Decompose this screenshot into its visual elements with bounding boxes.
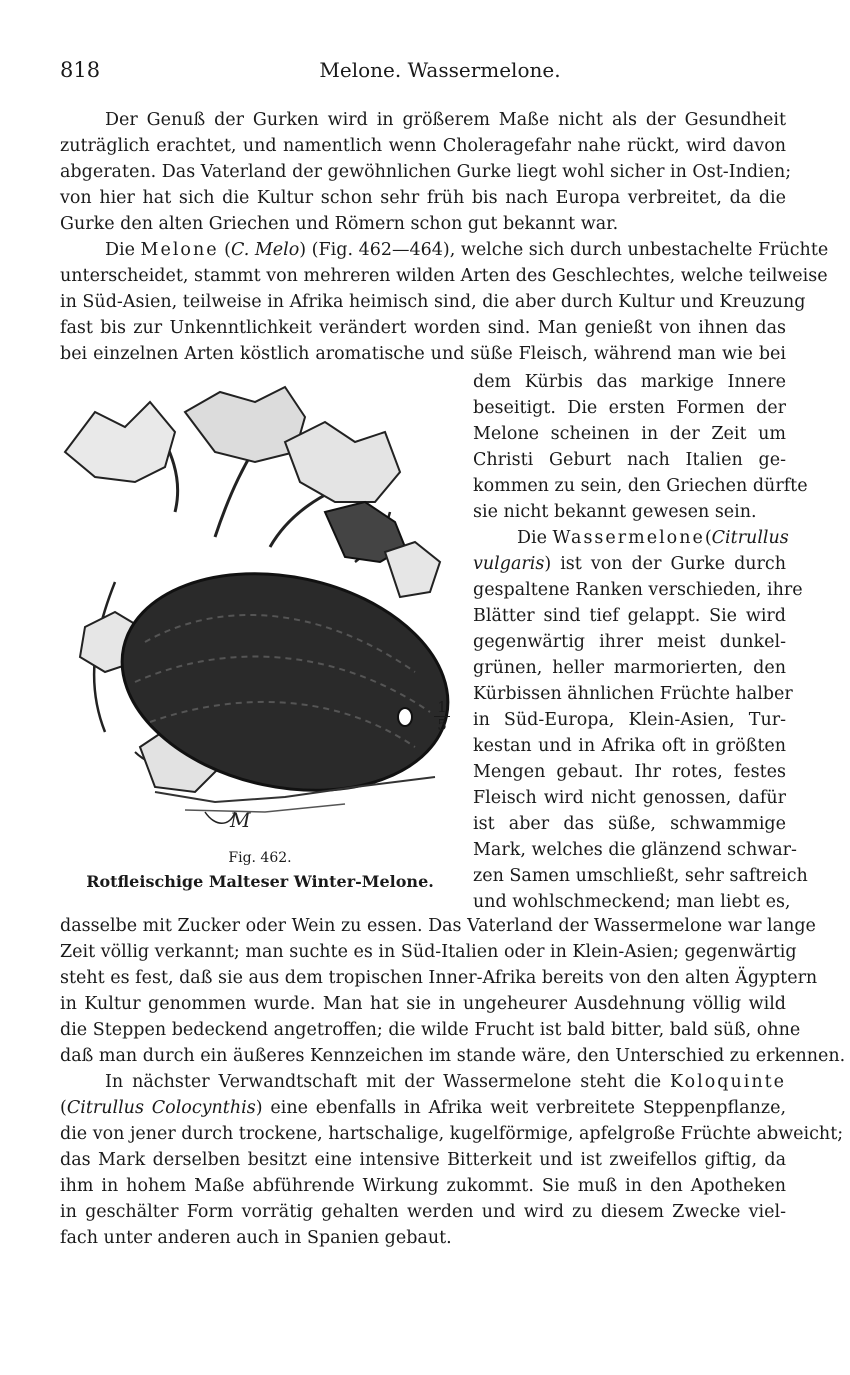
latin-name: C. Melo <box>230 240 300 260</box>
text-line: Melone scheinen in der Zeit um <box>473 424 786 444</box>
text-line: in Kultur genommen wurde. Man hat sie in ungeheurer Ausdehnung völlig wild <box>60 994 786 1014</box>
text-line: vulgaris) ist von der Gurke durch <box>473 554 786 574</box>
text-line: ihm in hohem Maße abführende Wirkung zukommt. Sie muß in den Apotheken <box>60 1176 786 1196</box>
text-line: gespaltene Ranken verschieden, ihre <box>473 580 803 600</box>
text-line: abgeraten. Das Vaterland der gewöhnlichen Gurke liegt wohl sicher in Ost-Indien; <box>60 162 792 182</box>
text-line: Die Melone (C. Melo) (Fig. 462—464), welche sich durch unbestachelte Früchte <box>105 240 829 260</box>
text-line: gegenwärtig ihrer meist dunkel- <box>473 632 786 652</box>
term-melone: Melone <box>140 240 219 260</box>
scale-fraction <box>434 700 450 733</box>
text-line: Zeit völlig verkannt; man suchte es in Süd-Italien oder in Klein-Asien; gegenwärtig <box>60 942 797 962</box>
text-line: in Süd-Europa, Klein-Asien, Tur- <box>473 710 786 730</box>
text-line: beseitigt. Die ersten Formen der <box>473 398 786 418</box>
text-line: grünen, heller marmorierten, den <box>473 658 786 678</box>
text-line: Mark, welches die glänzend schwar- <box>473 840 797 860</box>
latin-name: Citrullus Colocynthis <box>66 1098 256 1118</box>
latin-name: vulgaris <box>473 554 545 574</box>
text-line: fach unter anderen auch in Spanien gebaut. <box>60 1228 452 1248</box>
text-line: (Citrullus Colocynthis) eine ebenfalls in Afrika weit verbreitete Steppenpflanze, <box>60 1098 787 1118</box>
text-line: von hier hat sich die Kultur schon sehr früh bis nach Europa verbreitet, da die <box>60 188 786 208</box>
text-line: ist aber das süße, schwammige <box>473 814 786 834</box>
text-line: zen Samen umschließt, sehr saftreich <box>473 866 808 886</box>
melon-illustration <box>55 372 460 842</box>
text-line: in geschälter Form vorrätig gehalten werden und wird zu diesem Zwecke viel- <box>60 1202 786 1222</box>
text-line: bei einzelnen Arten köstlich aromatische und süße Fleisch, während man wie bei <box>60 344 786 364</box>
text-line: die Steppen bedeckend angetroffen; die wilde Frucht ist bald bitter, bald süß, ohne <box>60 1020 801 1040</box>
text-line: und wohlschmeckend; man liebt es, <box>473 892 791 912</box>
text-line: daß man durch ein äußeres Kennzeichen im stande wäre, den Unterschied zu erkennen. <box>60 1046 846 1066</box>
scale-denominator: 5 <box>437 716 447 734</box>
text-line: fast bis zur Unkenntlichkeit verändert worden sind. Man genießt von ihnen das <box>60 318 786 338</box>
page-number: 818 <box>60 58 101 82</box>
text-line: das Mark derselben besitzt eine intensive Bitterkeit und ist zweifellos giftig, da <box>60 1150 786 1170</box>
text-line: dasselbe mit Zucker oder Wein zu essen. Das Vaterland der Wassermelone war lange <box>60 916 816 936</box>
text-line: die von jener durch trockene, hartschalige, kugelförmige, apfelgroße Früchte abweicht; <box>60 1124 844 1144</box>
scale-numerator: 1 <box>437 698 447 716</box>
term-koloquinte: Koloquinte <box>669 1072 786 1092</box>
text-line: Christi Geburt nach Italien ge- <box>473 450 786 470</box>
running-head: Melone. Wassermelone. <box>319 58 561 82</box>
text-line: In nächster Verwandtschaft mit der Wassermelone steht die Koloquinte <box>105 1072 786 1092</box>
artist-signature: M <box>230 808 251 832</box>
text-line: kommen zu sein, den Griechen dürfte <box>473 476 808 496</box>
text-line: Blätter sind tief gelappt. Sie wird <box>473 606 786 626</box>
text-line: steht es fest, daß sie aus dem tropischen Inner-Afrika bereits von den alten Ägyptern <box>60 968 818 988</box>
text-line: kestan und in Afrika oft in größten <box>473 736 786 756</box>
text-line: Der Genuß der Gurken wird in größerem Maße nicht als der Gesundheit <box>105 110 786 130</box>
latin-name: Citrullus <box>711 528 789 548</box>
figure-number: Fig. 462. <box>228 850 292 866</box>
figure-caption: Rotfleischige Malteser Winter-Melone. <box>86 872 434 891</box>
text-line: dem Kürbis das markige Innere <box>473 372 786 392</box>
text-line: Gurke den alten Griechen und Römern schon gut bekannt war. <box>60 214 619 234</box>
text-line: Mengen gebaut. Ihr rotes, festes <box>473 762 786 782</box>
text-line: unterscheidet, stammt von mehreren wilden Arten des Geschlechtes, welche teilweise <box>60 266 828 286</box>
text-line: Kürbissen ähnlichen Früchte halber <box>473 684 793 704</box>
text-line: in Süd-Asien, teilweise in Afrika heimisch sind, die aber durch Kultur und Kreuzung <box>60 292 806 312</box>
text-line: zuträglich erachtet, und namentlich wenn Choleragefahr nahe rückt, wird davon <box>60 136 786 156</box>
text-line: sie nicht bekannt gewesen sein. <box>473 502 757 522</box>
text-line: Fleisch wird nicht genossen, dafür <box>473 788 786 808</box>
text-line: Die Wassermelone(Citrullus <box>517 528 789 548</box>
term-wassermelone: Wassermelone <box>552 528 705 548</box>
